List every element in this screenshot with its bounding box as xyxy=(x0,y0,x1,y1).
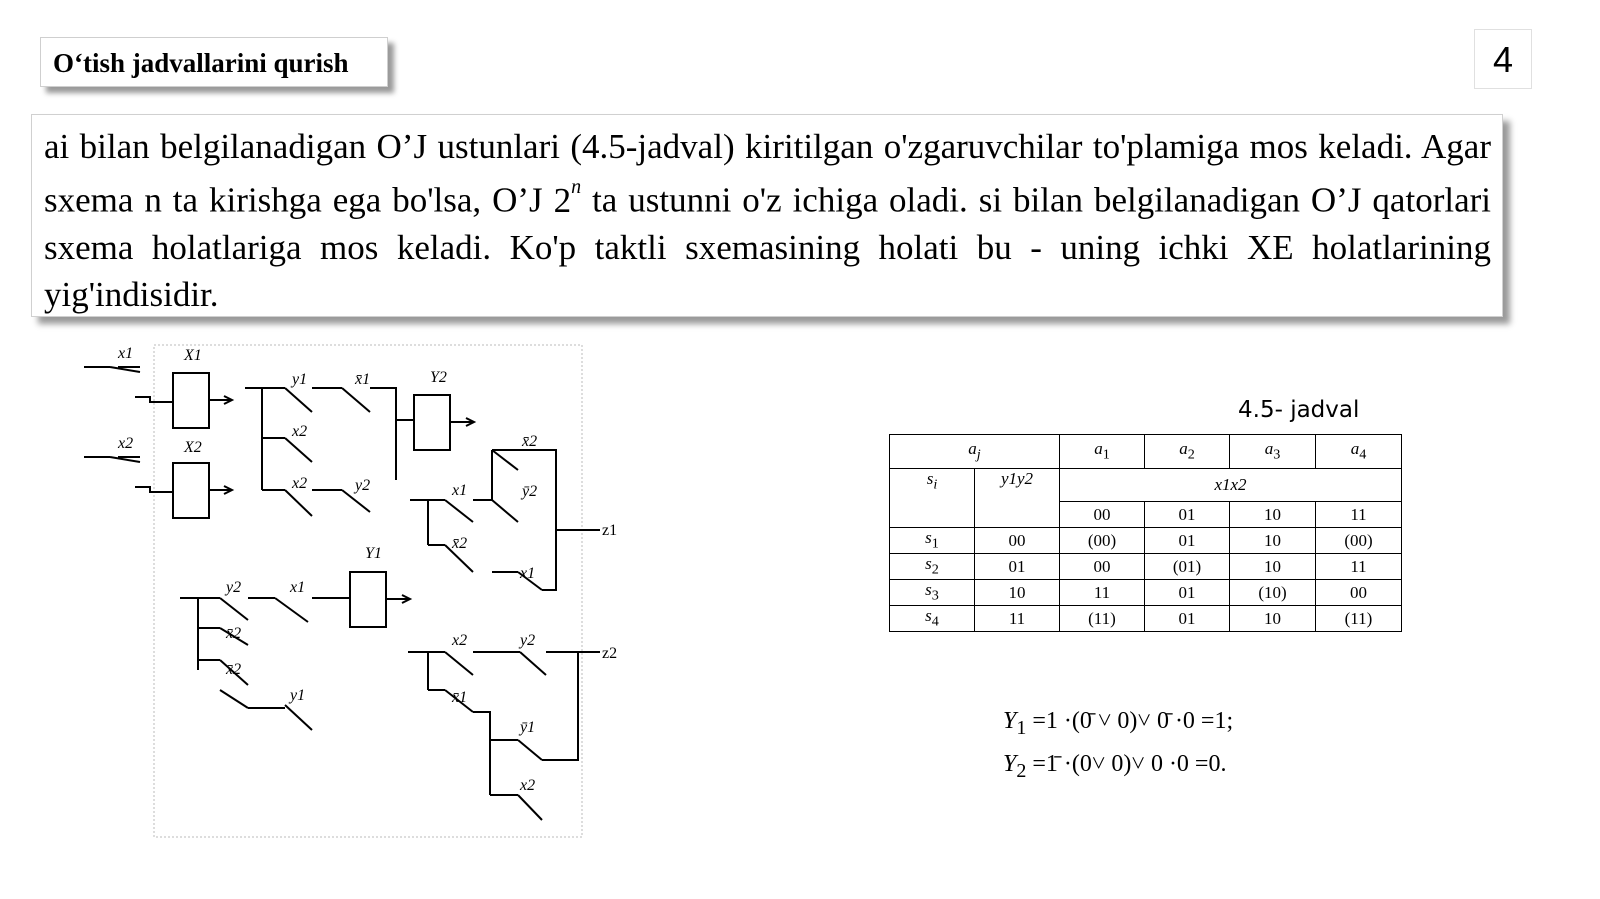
code-cell: 01 xyxy=(975,554,1060,580)
table-cell: 00 xyxy=(1060,554,1145,580)
table-row xyxy=(890,554,1402,580)
table-row xyxy=(890,528,1402,554)
label-x1bar-top: x̄1 xyxy=(355,371,371,388)
header-y1y2: y1y2 xyxy=(975,469,1060,528)
state-cell: $s_2$ xyxy=(890,554,975,580)
label-x2-upper: x2 xyxy=(292,423,308,440)
label-X1: X1 xyxy=(184,347,202,364)
table-cell: 01 xyxy=(1145,528,1230,554)
label-x2-z2: x2 xyxy=(452,632,468,649)
table-row xyxy=(890,580,1402,606)
label-x2-input: x2 xyxy=(118,435,134,452)
label-y2-upper: y2 xyxy=(355,477,371,494)
label-x2-mid: x2 xyxy=(292,475,308,492)
table-row xyxy=(890,606,1402,632)
table-cell: (11) xyxy=(1316,606,1402,632)
slide-title-box xyxy=(40,37,388,87)
paragraph-text xyxy=(44,123,1491,318)
table-caption: 4.5- jadval xyxy=(1238,397,1360,423)
label-x2bar-z1: x̄2 xyxy=(522,433,538,450)
table-cell: 01 xyxy=(1145,606,1230,632)
table-cell: (11) xyxy=(1060,606,1145,632)
state-cell: $s_1$ xyxy=(890,528,975,554)
code-cell: 00 xyxy=(975,528,1060,554)
label-y2-z2: y2 xyxy=(520,632,536,649)
paragraph-box xyxy=(31,114,1503,317)
table-cell: 10 xyxy=(1230,606,1316,632)
code-cell: 10 xyxy=(975,580,1060,606)
input-code: 10 xyxy=(1230,502,1316,528)
table-cell: 11 xyxy=(1316,554,1402,580)
label-y1-top: y1 xyxy=(292,371,308,388)
table-cell: (10) xyxy=(1230,580,1316,606)
label-x2bar-lower: x̄2 xyxy=(452,535,468,552)
label-x2bar-left-2: x̄2 xyxy=(226,661,242,678)
header-a3: $a_3$ xyxy=(1230,435,1316,469)
label-z2: z2 xyxy=(602,645,618,662)
paragraph-part2: ta ustunni o'z ichiga oladi. si bilan belgilanadigan O’J qatorlari sxema holatlariga mos keladi. Ko'p taktli sxemasining holati bu - uning ichki XE holatlarining yig'indisidir. xyxy=(44,180,1491,314)
table-cell: 01 xyxy=(1145,580,1230,606)
header-x1x2: x1x2 xyxy=(1060,469,1402,502)
label-x1-left: x1 xyxy=(290,579,306,596)
equation-y2: $Y_2$ =1̄ ·(0˅ 0)˅ 0 ·0 =0. xyxy=(1003,751,1227,782)
label-y2-left: y2 xyxy=(226,579,242,596)
input-code: 11 xyxy=(1316,502,1402,528)
header-a2: $a_2$ xyxy=(1145,435,1230,469)
equation-y1: $Y_1 =1$ ·(0̄ ˅ 0)˅ 0̄ ·0 =1; xyxy=(1003,708,1234,739)
label-x2bar-left-1: x̄2 xyxy=(226,625,242,642)
label-x1-lower: x1 xyxy=(520,565,536,582)
label-y1bar-z2: ȳ1 xyxy=(520,719,536,736)
label-X2: X2 xyxy=(184,439,202,456)
label-x1bar-z2: x̄1 xyxy=(452,689,468,706)
table-cell: 00 xyxy=(1316,580,1402,606)
label-y2bar-z1: ȳ2 xyxy=(522,483,538,500)
header-si: $s_i$ xyxy=(890,469,975,528)
label-Y2: Y2 xyxy=(430,369,447,386)
power-base: 2 xyxy=(553,180,572,220)
state-cell: $s_3$ xyxy=(890,580,975,606)
power-exponent: n xyxy=(571,176,582,198)
header-a1: $a_1$ xyxy=(1060,435,1145,469)
page-number: 4 xyxy=(1474,29,1532,89)
label-y1-left: y1 xyxy=(290,687,306,704)
state-cell: $s_4$ xyxy=(890,606,975,632)
label-z1: z1 xyxy=(602,522,618,539)
header-a4: $a_4$ xyxy=(1316,435,1402,469)
table-cell: 10 xyxy=(1230,554,1316,580)
transition-table xyxy=(889,434,1402,632)
circuit-diagram xyxy=(80,340,640,840)
table-cell: 11 xyxy=(1060,580,1145,606)
input-code: 01 xyxy=(1145,502,1230,528)
header-aj: $a_j$ xyxy=(890,435,1060,469)
label-x2-bottom: x2 xyxy=(520,777,536,794)
input-code: 00 xyxy=(1060,502,1145,528)
power-expression xyxy=(553,176,582,220)
label-x1-input: x1 xyxy=(118,345,134,362)
table-cell: (01) xyxy=(1145,554,1230,580)
table-cell: 10 xyxy=(1230,528,1316,554)
table-cell: (00) xyxy=(1060,528,1145,554)
paragraph-part1: ai bilan belgilanadigan O’J ustunlari (4.5-jadval) kiritilgan o'zgaruvchilar to'plamiga mos keladi. Agar sxema n ta kirishga ega bo'lsa, O’J xyxy=(44,127,1491,220)
label-x1-z1: x1 xyxy=(452,482,468,499)
label-Y1: Y1 xyxy=(365,545,382,562)
slide-title: O‘tish jadvallarini qurish xyxy=(53,48,349,78)
code-cell: 11 xyxy=(975,606,1060,632)
table-cell: (00) xyxy=(1316,528,1402,554)
